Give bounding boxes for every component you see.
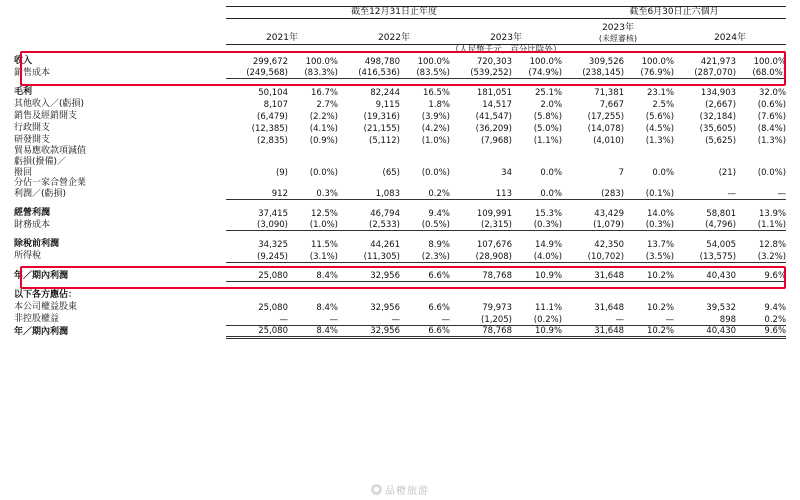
cell-percent: 14.0% — [647, 208, 675, 219]
cell-percent: (0.1%) — [624, 178, 674, 199]
cell-value: 1,083 — [338, 178, 400, 199]
table-row — [14, 86, 786, 98]
cell-percent: (1.1%) — [533, 136, 563, 147]
cell-percent: (1.1%) — [736, 219, 786, 231]
header-col-2023-annual — [450, 23, 562, 44]
watermark-logo-icon — [371, 484, 382, 495]
cell-value: — — [562, 313, 624, 325]
header-group-row — [14, 7, 786, 19]
cell-percent: 10.2% — [624, 325, 674, 337]
cell-value: (21) — [718, 167, 737, 178]
header-group-interim: 截至6月30日止六個月 — [562, 7, 786, 19]
cell-value: 39,532 — [706, 303, 737, 314]
cell-value: — — [226, 313, 288, 325]
cell-percent: (2.3%) — [400, 250, 450, 262]
cell-percent: 2.7% — [316, 100, 338, 111]
header-col-2023-interim — [562, 23, 674, 44]
cell-value: 421,973 — [700, 56, 737, 67]
cell-percent: (76.9%) — [624, 67, 674, 79]
row-spacer — [14, 282, 786, 290]
row-label: 毛利 — [14, 87, 33, 98]
cell-value: (13,575) — [674, 250, 736, 262]
cell-percent: (0.0%) — [757, 167, 787, 178]
cell-percent: 16.5% — [422, 88, 450, 99]
cell-value: 134,903 — [700, 88, 737, 99]
header-col-2022 — [338, 23, 450, 44]
row-label: 行政開支 — [14, 123, 51, 134]
cell-value: 78,768 — [450, 325, 512, 337]
cell-value: (7,968) — [481, 136, 512, 147]
row-label: 年／期內利潤 — [14, 326, 69, 337]
cell-value: (3,090) — [226, 219, 288, 231]
cell-value: (36,209) — [475, 124, 512, 135]
cell-percent: 10.2% — [624, 270, 674, 282]
table-row — [14, 313, 786, 325]
cell-percent: (0.0%) — [421, 167, 450, 178]
cell-value: (287,070) — [674, 67, 736, 79]
cell-percent: 8.9% — [428, 240, 450, 251]
header-col-2024-year: 2024年 — [714, 32, 746, 43]
table-row — [14, 238, 786, 250]
cell-percent: (83.3%) — [288, 67, 338, 79]
cell-percent: 10.9% — [512, 270, 562, 282]
cell-percent: (3.5%) — [624, 250, 674, 262]
cell-value: 71,381 — [594, 88, 625, 99]
cell-percent: 8.4% — [288, 270, 338, 282]
table-row — [14, 67, 786, 79]
header-col-2023-annual-year: 2023年 — [490, 32, 522, 43]
cell-value: 7 — [618, 167, 625, 178]
cell-percent: 9.6% — [736, 325, 786, 337]
cell-value: 82,244 — [370, 88, 400, 99]
table-row — [14, 134, 786, 146]
table-row — [14, 325, 786, 337]
cell-value: (21,155) — [363, 124, 400, 135]
cell-value: 181,051 — [476, 88, 512, 99]
cell-percent: 8.4% — [316, 303, 338, 314]
row-spacer — [14, 79, 786, 87]
row-spacer — [14, 231, 786, 239]
table-row — [14, 98, 786, 110]
cell-value: 50,104 — [258, 88, 288, 99]
cell-value: (539,252) — [450, 67, 512, 79]
cell-value: 32,956 — [338, 325, 400, 337]
header-col-2021-year: 2021年 — [266, 32, 298, 43]
row-label: 以下各方應佔： — [14, 290, 78, 301]
header-col-2024-interim — [674, 23, 786, 44]
cell-percent: 2.0% — [540, 100, 563, 111]
cell-percent: 0.2% — [400, 178, 450, 199]
cell-percent: (7.6%) — [757, 112, 787, 123]
cell-value: (19,316) — [363, 112, 400, 123]
cell-percent: — — [288, 313, 338, 325]
cell-percent: 9.6% — [736, 270, 786, 282]
cell-value: (35,605) — [699, 124, 737, 135]
row-label: 分佔一家合營企業 利潤／(虧損) — [14, 178, 87, 199]
cell-value: 32,956 — [338, 270, 400, 282]
table-row — [14, 250, 786, 262]
cell-value: (5,625) — [705, 136, 737, 147]
watermark-text: 品橙旅游 — [385, 486, 429, 497]
cell-percent: (3.1%) — [288, 250, 338, 262]
cell-value: (65) — [382, 167, 400, 178]
cell-percent: 0.0% — [652, 167, 675, 178]
cell-percent: 100.0% — [305, 56, 338, 67]
cell-percent: 9.4% — [764, 303, 787, 314]
cell-percent: 100.0% — [529, 56, 563, 67]
cell-value: 34,325 — [258, 240, 288, 251]
cell-percent: (4.0%) — [512, 250, 562, 262]
cell-value: (2,315) — [450, 219, 512, 231]
cell-percent: 14.9% — [535, 240, 563, 251]
unit-note: （人民幣千元，百分比除外） — [450, 44, 562, 55]
cell-value: (11,305) — [338, 250, 400, 262]
row-spacer — [14, 199, 786, 207]
statement-rows — [14, 55, 786, 338]
cell-value: 25,080 — [226, 270, 288, 282]
cell-percent: (0.9%) — [309, 136, 338, 147]
header-col-2021 — [226, 23, 338, 44]
cell-value: 32,956 — [370, 303, 400, 314]
cell-value: (416,536) — [338, 67, 400, 79]
cell-percent: 13.7% — [647, 240, 675, 251]
cell-value: (4,796) — [674, 219, 736, 231]
header-col-2023-interim-sub: (未經審核) — [598, 33, 638, 43]
cell-percent: (3.9%) — [421, 112, 450, 123]
cell-value: 498,780 — [364, 56, 400, 67]
cell-value: (41,547) — [475, 112, 512, 123]
cell-value: 309,526 — [588, 56, 625, 67]
cell-value: (9) — [275, 167, 288, 178]
cell-value: 25,080 — [258, 303, 288, 314]
cell-value: 40,430 — [674, 325, 736, 337]
cell-percent: 13.9% — [759, 208, 787, 219]
row-label: 研發開支 — [14, 135, 51, 146]
row-label: 財務成本 — [14, 219, 51, 230]
cell-percent: 10.2% — [647, 303, 675, 314]
cell-value: (283) — [562, 178, 624, 199]
cell-value: 58,801 — [706, 208, 737, 219]
cell-value: (2,667) — [705, 100, 737, 111]
cell-value: 31,648 — [562, 325, 624, 337]
cell-percent: (0.3%) — [512, 219, 562, 231]
cell-value: — — [674, 178, 736, 199]
cell-value: (17,255) — [587, 112, 625, 123]
cell-percent: (5.0%) — [533, 124, 563, 135]
cell-percent: 6.6% — [400, 270, 450, 282]
cell-value: (10,702) — [562, 250, 624, 262]
row-label: 非控股權益 — [14, 314, 60, 325]
cell-value: 54,005 — [706, 240, 737, 251]
cell-value: (6,479) — [257, 112, 288, 123]
cell-percent: 12.8% — [759, 240, 787, 251]
cell-percent: 25.1% — [535, 88, 563, 99]
cell-percent: 0.0% — [540, 167, 563, 178]
cell-percent: 100.0% — [753, 56, 787, 67]
cell-value: 78,768 — [450, 270, 512, 282]
cell-value: (14,078) — [587, 124, 625, 135]
cell-percent: 100.0% — [641, 56, 675, 67]
cell-percent: 6.6% — [400, 325, 450, 337]
cell-percent: (2.2%) — [309, 112, 338, 123]
cell-value: 14,517 — [482, 100, 512, 111]
row-label: 銷售及經銷開支 — [14, 111, 78, 122]
cell-value: (12,385) — [251, 124, 288, 135]
cell-percent: (0.5%) — [400, 219, 450, 231]
cell-value: (9,245) — [226, 250, 288, 262]
cell-percent: 0.3% — [288, 178, 338, 199]
row-label: 其他收入／(虧損) — [14, 99, 85, 110]
cell-percent: (4.2%) — [421, 124, 450, 135]
cell-value: 9,115 — [375, 100, 400, 111]
cell-value: 8,107 — [263, 100, 288, 111]
header-year-row — [14, 23, 786, 44]
cell-value: 31,648 — [562, 270, 624, 282]
table-row — [14, 301, 786, 313]
cell-value: (2,533) — [338, 219, 400, 231]
cell-percent: 0.2% — [736, 313, 786, 325]
cell-percent: — — [736, 178, 786, 199]
cell-percent: (0.0%) — [309, 167, 338, 178]
cell-value: (1,079) — [562, 219, 624, 231]
cell-percent: 9.4% — [428, 208, 450, 219]
cell-percent: 12.5% — [310, 208, 338, 219]
row-label: 收入 — [14, 55, 33, 66]
table-row — [14, 110, 786, 122]
table-row — [14, 178, 786, 199]
income-statement-table — [14, 6, 786, 339]
cell-percent: 0.0% — [512, 178, 562, 199]
row-label: 所得稅 — [14, 251, 42, 262]
cell-percent: 11.1% — [535, 303, 563, 314]
cell-percent: 23.1% — [647, 88, 675, 99]
row-label: 經營利潤 — [14, 207, 51, 218]
row-label: 除稅前利潤 — [14, 239, 60, 250]
table-row — [14, 55, 786, 67]
cell-value: 7,667 — [599, 100, 625, 111]
cell-value: 79,973 — [482, 303, 512, 314]
cell-value: 107,676 — [476, 240, 512, 251]
cell-value: (249,568) — [226, 67, 288, 79]
cell-percent: 16.7% — [310, 88, 338, 99]
header-group-annual: 截至12月31日止年度 — [226, 7, 562, 19]
cell-value: 34 — [501, 167, 512, 178]
cell-value: 31,648 — [594, 303, 625, 314]
cell-percent: 11.5% — [310, 240, 338, 251]
cell-value: 898 — [674, 313, 736, 325]
cell-value: 44,261 — [370, 240, 400, 251]
cell-percent: (1.3%) — [645, 136, 675, 147]
unit-note-row — [14, 44, 786, 55]
cell-value: 912 — [226, 178, 288, 199]
cell-value: 720,303 — [476, 56, 512, 67]
table-row — [14, 270, 786, 282]
cell-percent: (0.2%) — [512, 313, 562, 325]
cell-value: (28,908) — [450, 250, 512, 262]
table-row — [14, 289, 786, 301]
cell-percent: (0.3%) — [624, 219, 674, 231]
cell-percent: (1.0%) — [421, 136, 450, 147]
cell-percent: 6.6% — [428, 303, 450, 314]
cell-value: (5,112) — [369, 136, 400, 147]
cell-value: 37,415 — [258, 208, 288, 219]
cell-value: (2,835) — [257, 136, 288, 147]
cell-percent: 2.5% — [652, 100, 675, 111]
cell-value: (32,184) — [699, 112, 737, 123]
cell-value: 40,430 — [674, 270, 736, 282]
row-empty-cells — [226, 289, 786, 301]
cell-percent: — — [624, 313, 674, 325]
cell-value: 25,080 — [226, 325, 288, 337]
cell-value: 299,672 — [252, 56, 288, 67]
cell-percent: (5.8%) — [533, 112, 563, 123]
cell-percent: (4.5%) — [645, 124, 675, 135]
table-row — [14, 122, 786, 134]
cell-percent: — — [400, 313, 450, 325]
cell-percent: (74.9%) — [512, 67, 562, 79]
row-label: 年／期內利潤 — [14, 270, 69, 281]
cell-percent: (3.2%) — [736, 250, 786, 262]
row-spacer — [14, 262, 786, 270]
header-col-2022-year: 2022年 — [378, 32, 410, 43]
watermark — [0, 482, 800, 497]
row-label: 貿易應收款項減值 虧損(撥備)／ 撥回 — [14, 146, 87, 178]
cell-value: (4,010) — [593, 136, 625, 147]
cell-value: 46,794 — [370, 208, 400, 219]
cell-percent: 32.0% — [759, 88, 787, 99]
cell-percent: 10.9% — [512, 325, 562, 337]
row-label: 銷售成本 — [14, 67, 51, 78]
cell-value: 42,350 — [594, 240, 625, 251]
cell-percent: 15.3% — [535, 208, 563, 219]
cell-percent: (1.3%) — [757, 136, 787, 147]
cell-value: (238,145) — [562, 67, 624, 79]
header-col-2023-interim-year: 2023年 — [602, 22, 634, 33]
row-label: 本公司權益股東 — [14, 302, 78, 313]
cell-value: — — [338, 313, 400, 325]
table-row — [14, 219, 786, 231]
cell-value: 113 — [450, 178, 512, 199]
cell-value: (1,205) — [450, 313, 512, 325]
cell-percent: 100.0% — [417, 56, 450, 67]
cell-percent: (83.5%) — [400, 67, 450, 79]
cell-percent: (0.6%) — [757, 100, 787, 111]
cell-percent: (8.4%) — [757, 124, 787, 135]
cell-percent: 1.8% — [428, 100, 450, 111]
cell-percent: (4.1%) — [309, 124, 338, 135]
cell-percent: (68.0%) — [736, 67, 786, 79]
cell-percent: (1.0%) — [288, 219, 338, 231]
cell-percent: 8.4% — [288, 325, 338, 337]
cell-percent: (5.6%) — [645, 112, 675, 123]
cell-value: 43,429 — [594, 208, 625, 219]
table-row — [14, 207, 786, 219]
table-row — [14, 146, 786, 178]
cell-value: 109,991 — [476, 208, 512, 219]
